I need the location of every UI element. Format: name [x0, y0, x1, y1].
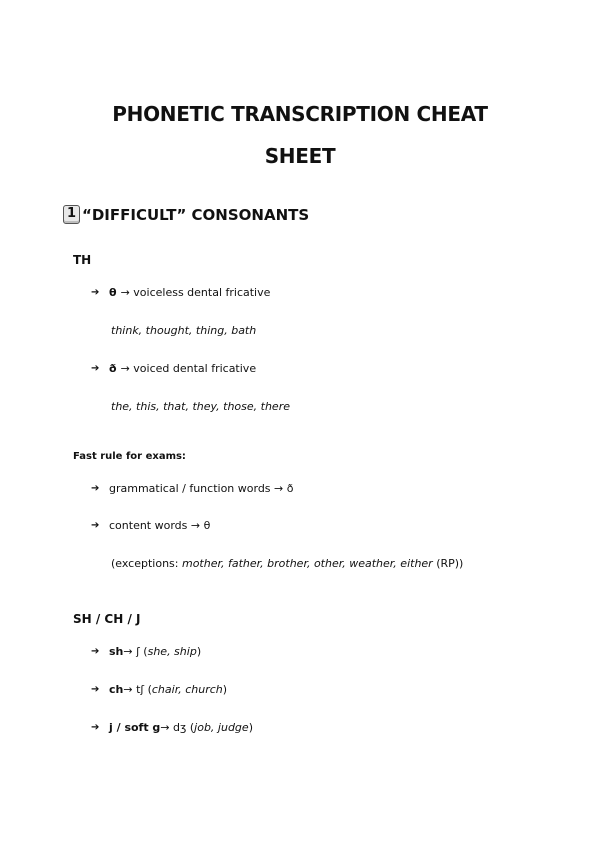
keycap-digit-one-icon: 1: [63, 205, 80, 224]
right-arrow-icon: ➔: [91, 483, 100, 494]
bullet-sh: [91, 645, 201, 659]
right-arrow-icon: ➔: [91, 287, 100, 298]
bullet-j: [91, 721, 253, 735]
subheading-sh-ch-j: SH / CH / J: [73, 612, 141, 626]
right-arrow-icon: ➔: [91, 520, 100, 531]
right-arrow-icon: ➔: [91, 722, 100, 733]
eth-examples: the, this, that, they, those, there: [111, 400, 290, 413]
bullet-rule-function-words: [91, 482, 293, 496]
theta-description: → voiceless dental fricative: [120, 286, 271, 299]
rule-content-words: content words → θ: [109, 519, 211, 532]
page-title-line-2: SHEET: [264, 144, 336, 168]
page-title-line-1: PHONETIC TRANSCRIPTION CHEAT: [112, 102, 488, 126]
right-arrow-icon: ➔: [91, 363, 100, 374]
theta-symbol: θ: [109, 286, 117, 299]
bullet-theta: [91, 286, 270, 300]
sh-examples: she, ship: [147, 645, 197, 658]
bullet-ch: [91, 683, 227, 697]
fast-rule-heading: Fast rule for exams:: [73, 451, 186, 462]
ch-close: ): [222, 683, 228, 696]
exceptions-line: [111, 557, 463, 571]
section-heading-label: “DIFFICULT” CONSONANTS: [82, 205, 310, 224]
exceptions-prefix: (exceptions:: [111, 557, 182, 570]
ch-examples: chair, church: [151, 683, 223, 696]
exceptions-words: mother, father, brother, other, weather, either: [181, 557, 433, 570]
j-label: j / soft g: [109, 721, 161, 734]
j-close: ): [248, 721, 253, 734]
eth-symbol: ð: [109, 362, 117, 375]
right-arrow-icon: ➔: [91, 684, 100, 695]
exceptions-suffix: (RP)): [432, 557, 464, 570]
j-mapping: → dʒ (: [160, 721, 195, 734]
eth-description: → voiced dental fricative: [120, 362, 257, 375]
ch-label: ch: [109, 683, 124, 696]
ch-mapping: → tʃ (: [123, 683, 152, 696]
subheading-th: TH: [73, 253, 92, 267]
j-examples: job, judge: [194, 721, 249, 734]
bullet-eth: [91, 362, 256, 376]
section-heading-difficult-consonants: [63, 205, 309, 224]
theta-examples: think, thought, thing, bath: [111, 324, 257, 337]
rule-function-words: grammatical / function words → ð: [109, 482, 294, 495]
sh-label: sh: [109, 645, 124, 658]
right-arrow-icon: ➔: [91, 646, 100, 657]
bullet-rule-content-words: [91, 519, 210, 533]
sh-mapping: → ʃ (: [123, 645, 148, 658]
sh-close: ): [196, 645, 202, 658]
